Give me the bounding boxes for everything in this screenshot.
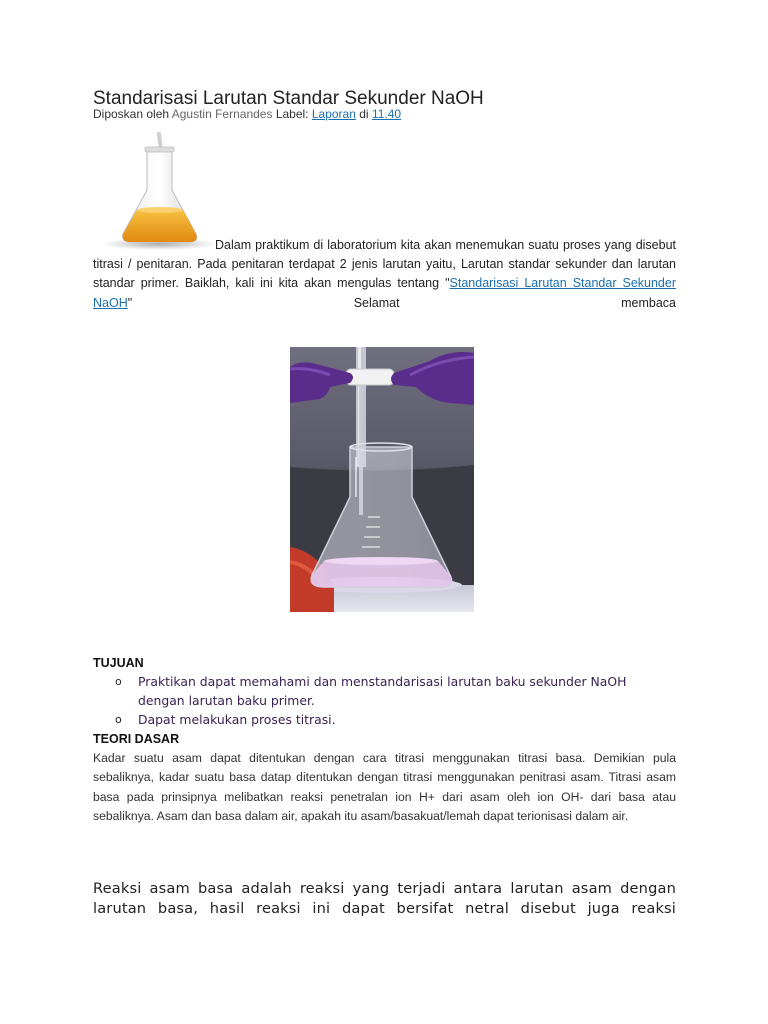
titration-photo	[290, 347, 474, 612]
list-item-text: Dapat melakukan proses titrasi.	[138, 712, 336, 727]
bullet-icon: o	[115, 713, 122, 726]
intro-paragraph	[93, 236, 676, 313]
flask-illustration	[101, 130, 219, 252]
teori-heading: TEORI DASAR	[93, 732, 180, 746]
list-item	[93, 672, 676, 710]
time-link[interactable]: 11.40	[371, 107, 402, 121]
meta-prefix: Diposkan oleh	[93, 107, 170, 121]
bullet-icon: o	[115, 675, 122, 688]
label-prefix: Label:	[275, 107, 309, 121]
teori-paragraph: Kadar suatu asam dapat ditentukan dengan cara titrasi menggunakan titrasi basa. Demikian pula sebaliknya, kadar suatu basa datap ditentukan dengan titrasi menggunakan penitrasi asam. Titrasi asam basa pada prinsipnya melibatkan reaksi penetralan ion H+ dari asam oleh ion OH- dari basa atau sebaliknya. Asam dan basa dalam air, apakah itu asam/basakuat/lemah dapat terionisasi dalam air.	[93, 751, 676, 824]
post-author[interactable]: Agustin Fernandes	[171, 107, 273, 121]
intro-text: Dalam praktikum di laboratorium kita akan menemukan suatu proses yang disebut titrasi / penitaran. Pada penitaran terdapat 2 jenis larutan yaitu, Larutan standar sekunder dan larutan standar primer. Baiklah, kali ini kita akan mengulas tentang "	[93, 238, 676, 291]
time-prefix: di	[359, 107, 369, 121]
label-link[interactable]: Laporan	[311, 107, 356, 121]
post-meta	[93, 107, 401, 121]
tujuan-heading: TUJUAN	[93, 656, 144, 670]
post-title: Standarisasi Larutan Standar Sekunder NaOH	[93, 88, 484, 109]
intro-text-end: " Selamat membaca	[127, 295, 676, 310]
list-item	[93, 710, 676, 729]
list-item-text: Praktikan dapat memahami dan menstandarisasi larutan baku sekunder NaOH dengan larutan baku primer.	[138, 674, 627, 708]
reaksi-paragraph: Reaksi asam basa adalah reaksi yang terjadi antara larutan asam dengan larutan basa, hasil reaksi ini dapat bersifat netral disebut juga reaksi	[93, 880, 676, 917]
intro-link[interactable]: Standarisasi Larutan Standar Sekunder NaOH	[93, 276, 676, 310]
tujuan-list	[93, 672, 676, 729]
